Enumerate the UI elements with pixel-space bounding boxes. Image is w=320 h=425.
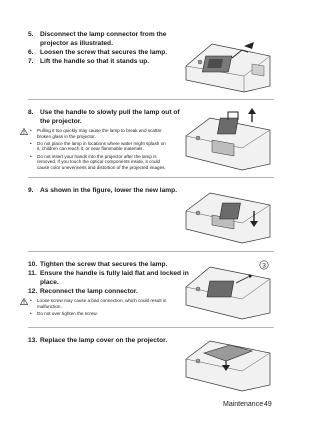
step-number: 9. <box>28 187 34 194</box>
step-number: 10. <box>28 261 38 268</box>
step-text: As shown in the figure, lower the new lamp. <box>40 187 178 194</box>
step-8-continued: the projector. <box>40 118 82 125</box>
lamp-cover-illustration <box>182 333 274 393</box>
step-11-continued: place. <box>40 279 59 286</box>
step-11 <box>28 270 189 278</box>
step-8 <box>28 109 180 117</box>
step-text: Replace the lamp cover on the projector. <box>40 337 168 344</box>
caution-notes <box>28 298 170 318</box>
footer-section-name: Maintenance <box>223 401 264 408</box>
warning-icon <box>20 298 28 305</box>
lamp-insertion-illustration <box>182 183 274 245</box>
lamp-secure-illustration <box>182 257 274 321</box>
note-item: • Do not over tighten the screw. <box>30 310 98 316</box>
step-number: 11. <box>28 270 37 277</box>
step-6 <box>28 49 167 57</box>
section-divider <box>28 327 274 328</box>
step-text: Loosen the screw that secures the lamp. <box>40 49 168 56</box>
step-5-continued: projector as illustrated. <box>40 40 113 47</box>
note-item: • Pulling it too quickly may cause the lamp to break and scatter broken glass in the projector. <box>30 128 162 139</box>
warning-icon <box>20 128 28 135</box>
step-9 <box>28 187 177 195</box>
step-number: 13. <box>28 337 38 344</box>
projector-lamp-connector-illustration <box>182 36 274 94</box>
lamp-removal-illustration <box>182 108 274 172</box>
step-number: 8. <box>28 109 34 116</box>
step-number: 7. <box>28 58 34 65</box>
note-item: • Do not insert your hands into the projector after the lamp is removed. If you touch the optical components inside, it could cause color unevenness and distortion of the projected images. <box>30 153 166 170</box>
figure-callout: 3 <box>262 262 266 270</box>
step-12 <box>28 288 138 296</box>
step-text: Ensure the handle is fully laid flat and locked in <box>40 270 189 277</box>
note-item: • Loose screw may cause a bad connection, which could result in malfunction. <box>30 298 167 309</box>
step-number: 12. <box>28 288 38 295</box>
section-divider <box>28 177 274 178</box>
step-number: 6. <box>28 49 34 56</box>
step-text: Use the handle to slowly pull the lamp out of <box>40 109 180 116</box>
step-text: Disconnect the lamp connector from the <box>40 31 167 38</box>
step-text: Tighten the screw that secures the lamp. <box>40 261 168 268</box>
step-text: Reconnect the lamp connector. <box>40 288 138 295</box>
step-13 <box>28 337 167 345</box>
step-10 <box>28 261 167 269</box>
section-divider <box>28 99 274 100</box>
caution-notes <box>28 128 170 172</box>
step-text: Lift the handle so that it stands up. <box>40 58 150 65</box>
page-number: 49 <box>264 401 272 408</box>
step-5 <box>28 31 166 39</box>
note-item: • Do not place the lamp in locations where water might splash on it, children can reach it, or near flammable materials. <box>30 140 166 152</box>
step-7 <box>28 58 149 66</box>
step-number: 5. <box>28 31 34 38</box>
section-divider <box>28 251 274 252</box>
